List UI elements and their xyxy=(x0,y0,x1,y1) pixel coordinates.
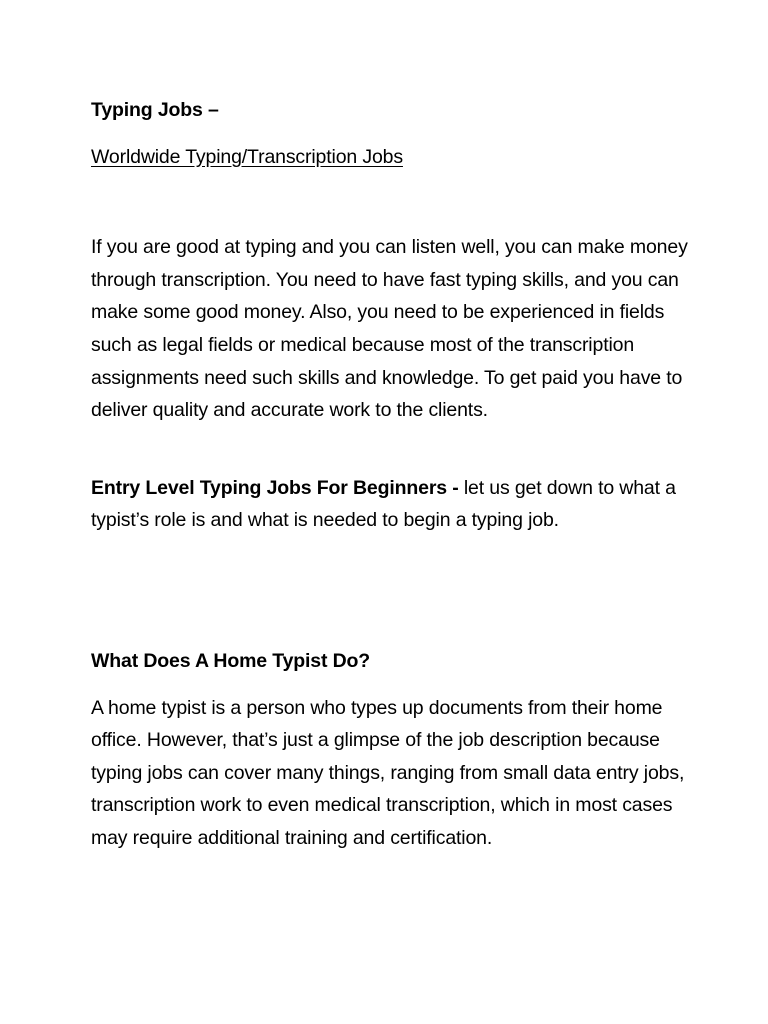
paragraph-entry-level-lead: Entry Level Typing Jobs For Beginners - xyxy=(91,476,459,499)
document-subtitle: Worldwide Typing/Transcription Jobs xyxy=(91,145,403,168)
paragraph-entry-level xyxy=(91,472,691,537)
document-body xyxy=(91,94,691,855)
paragraph-home-typist: A home typist is a person who types up documents from their home office. However, that’s just a glimpse of the job description because typing jobs can cover many things, ranging from small data entry jobs, transcription work to even medical transcription, which in most cases may require additional training and certification. xyxy=(91,696,685,849)
document-title: Typing Jobs – xyxy=(91,99,219,121)
paragraph-transcription: If you are good at typing and you can listen well, you can make money through transcription. You need to have fast typing skills, and you can make some good money. Also, you need to be experienced in fields such as legal fields or medical because most of the transcription assignments need such skills and knowledge. To get paid you have to deliver quality and accurate work to the clients. xyxy=(91,236,688,422)
paragraph-entry-level-text: let us get down to what a typist’s role is and what is needed to begin a typing job. xyxy=(91,476,676,532)
section-heading-home-typist: What Does A Home Typist Do? xyxy=(91,649,371,672)
